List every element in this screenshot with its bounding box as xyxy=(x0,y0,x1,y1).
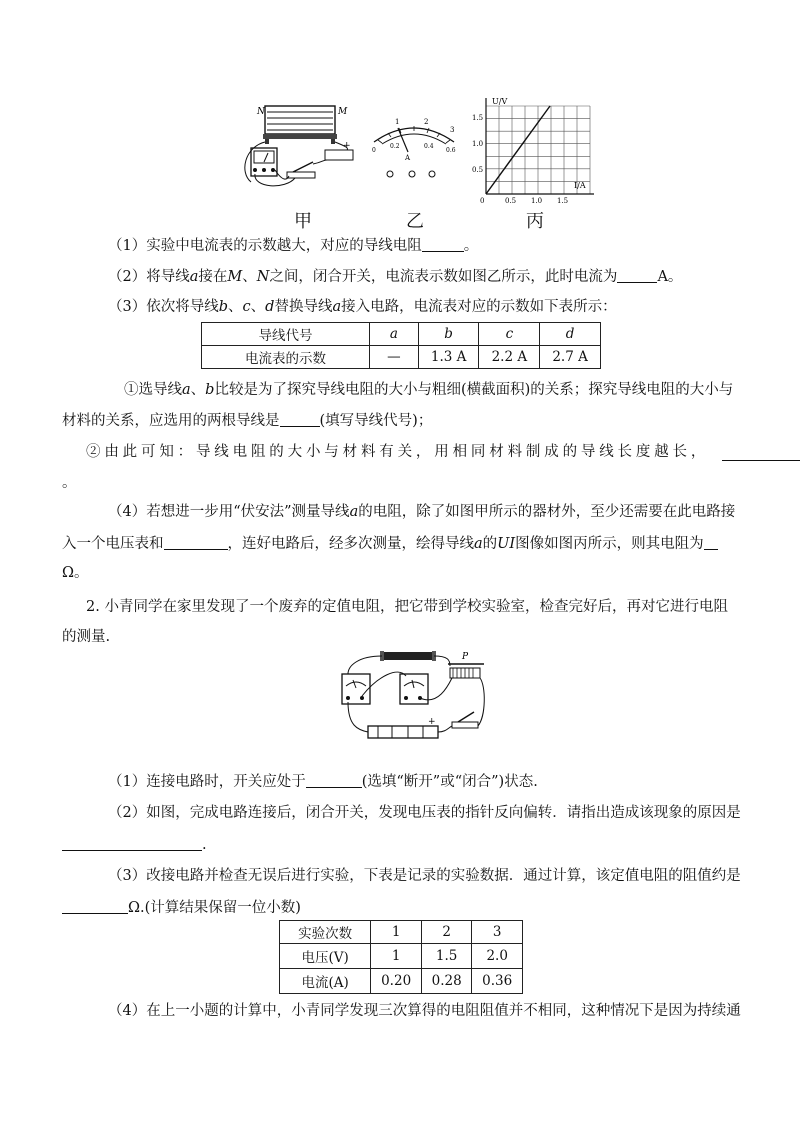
answer-blank[interactable] xyxy=(704,533,718,550)
board-label-m: M xyxy=(338,107,348,117)
meter-tick-2: 2 xyxy=(424,118,429,126)
table-header: 实验次数 xyxy=(280,921,371,944)
answer-blank[interactable] xyxy=(722,444,800,461)
meter-tick-0-2: 0.2 xyxy=(390,143,400,150)
answer-blank[interactable] xyxy=(62,897,128,914)
graph-y-tick: 1.0 xyxy=(472,140,484,148)
table-cell: 2 xyxy=(421,921,472,944)
answer-blank[interactable] xyxy=(617,266,657,283)
q1-part2: （2）将导线a接在M、N之间，闭合开关，电流表示数如图乙所示，此时电流为 A。 xyxy=(108,266,682,287)
figure-1-ammeter-dial xyxy=(368,114,460,194)
wire-current-table xyxy=(201,322,601,369)
wire-code: a xyxy=(389,326,398,342)
table-row xyxy=(280,969,523,994)
q2-part1: （1）连接电路时，开关应处于 (选填“断开”或“闭合”)状态. xyxy=(108,771,538,792)
table-cell: 3 xyxy=(472,921,523,944)
table-row xyxy=(280,921,523,944)
svg-text:+: + xyxy=(428,717,436,727)
meter-tick-0: 0 xyxy=(372,147,376,154)
figure-1-apparatus xyxy=(235,102,355,194)
table-cell: 1.5 xyxy=(421,944,472,969)
table-cell: 0.36 xyxy=(472,969,523,994)
table-cell: 1 xyxy=(371,921,422,944)
q2-part4: （4）在上一小题的计算中，小青同学发现三次算得的电阻阻值并不相同，这种情况下是因为持续通 xyxy=(108,1003,741,1019)
q1-part3-i: ①选导线a、b比较是为了探究导线电阻的大小与粗细(横截面积)的关系；探究导线电阻的大小与 xyxy=(124,382,734,398)
q2-intro: 2. 小青同学在家里发现了一个废弃的定值电阻，把它带到学校实验室，检查完好后，再对它进行电阻 xyxy=(86,599,728,615)
table-row-label: 电流表的示数 xyxy=(202,346,370,369)
table-cell: 2.0 xyxy=(472,944,523,969)
q1-part4-end: Ω。 xyxy=(62,565,89,581)
board-label-n: N xyxy=(257,107,265,117)
answer-blank[interactable] xyxy=(164,533,228,550)
q1-part3-i-cont: 材料的关系，应选用的两根导线是 (填写导线代号)； xyxy=(62,410,432,431)
graph-y-tick: 0.5 xyxy=(472,166,484,174)
meter-tick-3: 3 xyxy=(450,126,455,134)
wire-code: b xyxy=(444,326,453,342)
graph-x-label: I/A xyxy=(574,181,586,190)
table-cell: 1 xyxy=(371,944,422,969)
graph-y-tick: 1.5 xyxy=(472,114,484,122)
slider-label-p: P xyxy=(462,652,469,662)
table-header: 导线代号 xyxy=(202,323,370,346)
figure-label-bing: 丙 xyxy=(526,211,544,232)
table-cell: 0.20 xyxy=(371,969,422,994)
wire-code: c xyxy=(505,326,514,342)
answer-blank[interactable] xyxy=(62,834,202,851)
figure-2-circuit xyxy=(328,646,488,746)
q1-part4-cont: 入一个电压表和 ，连好电路后，经多次测量，绘得导线a的UI图像如图丙所示，则其电阻为 xyxy=(62,533,718,554)
q2-part3-cont: Ω.(计算结果保留一位小数) xyxy=(62,897,301,918)
wire-code: d xyxy=(565,326,575,342)
q1-part3: （3）依次将导线b、c、d替换导线a接入电路，电流表对应的示数如下表所示： xyxy=(108,299,617,315)
table-row-label: 电压(V) xyxy=(280,944,371,969)
graph-x-tick: 1.5 xyxy=(557,197,569,204)
q2-part2: （2）如图，完成电路连接后，闭合开关，发现电压表的指针反向偏转．请指出造成该现象的原因是 xyxy=(108,805,741,821)
q1-part1: （1）实验中电流表的示数越大，对应的导线电阻 。 xyxy=(108,235,478,256)
q2-part3: （3）改接电路并检查无误后进行实验，下表是记录的实验数据．通过计算，该定值电阻的阻值约是 xyxy=(108,868,741,884)
q2-intro-cont: 的测量. xyxy=(62,629,111,645)
table-row xyxy=(202,323,601,346)
table-cell: 2.2 A xyxy=(479,346,540,369)
meter-tick-1: 1 xyxy=(395,118,400,126)
meter-tick-0-4: 0.4 xyxy=(424,143,434,150)
q1-part3-ii: ②由此可知：导线电阻的大小与材料有关，用相同材料制成的导线长度越长， xyxy=(86,444,708,460)
answer-blank[interactable] xyxy=(422,235,464,252)
table-cell: 0.28 xyxy=(421,969,472,994)
q1-part3-ii-end: 。 xyxy=(62,475,77,491)
figure-label-jia: 甲 xyxy=(294,211,312,232)
q2-part2-cont: . xyxy=(62,834,207,855)
table-row xyxy=(280,944,523,969)
graph-x-tick: 1.0 xyxy=(531,197,543,204)
measurement-table xyxy=(279,920,523,994)
figure-1-ui-graph xyxy=(470,92,610,204)
svg-text:+: + xyxy=(343,141,351,151)
figure-label-yi: 乙 xyxy=(406,211,424,232)
meter-tick-0-6: 0.6 xyxy=(446,147,456,154)
meter-unit: A xyxy=(405,154,411,162)
answer-blank[interactable] xyxy=(306,771,362,788)
graph-line xyxy=(486,106,550,194)
table-cell: 2.7 A xyxy=(540,346,601,369)
q1-part4: （4）若想进一步用“伏安法”测量导线a的电阻，除了如图甲所示的器材外，至少还需要在此电路接 xyxy=(108,504,736,520)
answer-blank[interactable] xyxy=(280,410,320,427)
table-cell: 1.3 A xyxy=(418,346,479,369)
table-cell: — xyxy=(369,346,418,369)
table-row xyxy=(202,346,601,369)
graph-x-tick: 0.5 xyxy=(505,197,517,204)
graph-y-label: U/V xyxy=(492,97,508,106)
graph-x-tick: 0 xyxy=(480,197,485,204)
table-row-label: 电流(A) xyxy=(280,969,371,994)
